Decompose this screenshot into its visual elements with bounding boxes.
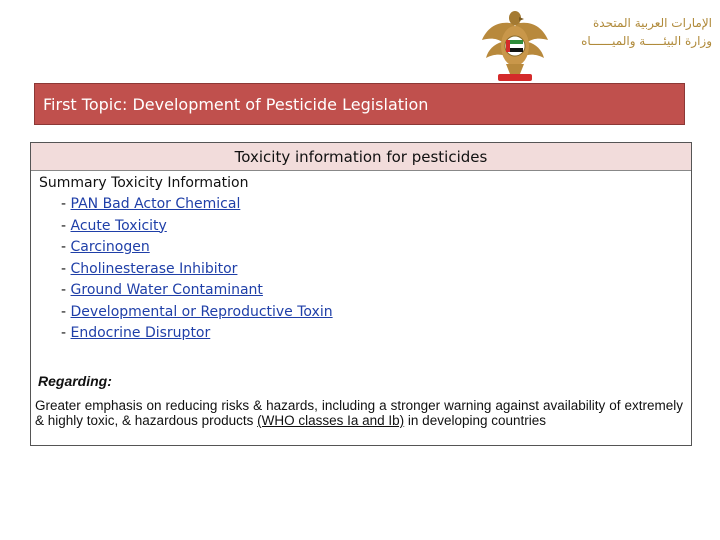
list-item: - Ground Water Contaminant [61, 282, 263, 298]
paragraph-text-end: in developing countries [404, 413, 547, 428]
box-title-band [31, 143, 691, 171]
page-header [0, 0, 720, 92]
ministry-name [558, 14, 712, 50]
link-pan-bad-actor[interactable]: PAN Bad Actor Chemical [70, 196, 241, 212]
who-classes-reference: (WHO classes Ia and Ib) [257, 413, 405, 428]
ministry-line-1: الإمارات العربية المتحدة [593, 16, 712, 30]
ministry-line-2: وزارة البيئـــــة والميــــــاه [581, 34, 712, 48]
link-carcinogen[interactable]: Carcinogen [70, 239, 150, 255]
topic-title: First Topic: Development of Pesticide Legislation [43, 94, 429, 114]
link-developmental-toxin[interactable]: Developmental or Reproductive Toxin [70, 303, 333, 320]
uae-falcon-emblem-icon [478, 4, 552, 84]
toxicity-link-list [39, 194, 333, 345]
regarding-label: Regarding: [38, 373, 112, 389]
link-cholinesterase-inhibitor[interactable]: Cholinesterase Inhibitor [70, 260, 238, 277]
link-endocrine-disruptor[interactable]: Endocrine Disruptor [70, 325, 211, 341]
list-item: - Developmental or Reproductive Toxin [61, 303, 333, 320]
box-title: Toxicity information for pesticides [234, 147, 488, 166]
summary-heading: Summary Toxicity Information [39, 175, 249, 191]
regarding-paragraph [35, 398, 683, 428]
summary-section [39, 173, 333, 345]
toxicity-info-box [30, 142, 692, 446]
list-item: - PAN Bad Actor Chemical [61, 196, 241, 212]
link-ground-water-contaminant[interactable]: Ground Water Contaminant [70, 282, 263, 298]
topic-banner [34, 83, 685, 125]
list-item: - Acute Toxicity [61, 217, 167, 234]
paragraph-text-start: Greater emphasis on reducing risks & hazards, including a stronger warning against availability of extremely & highly toxic, & hazardous products [35, 398, 683, 428]
list-item: - Carcinogen [61, 239, 150, 255]
list-item: - Cholinesterase Inhibitor [61, 260, 238, 277]
list-item: - Endocrine Disruptor [61, 325, 211, 341]
link-acute-toxicity[interactable]: Acute Toxicity [70, 217, 167, 234]
